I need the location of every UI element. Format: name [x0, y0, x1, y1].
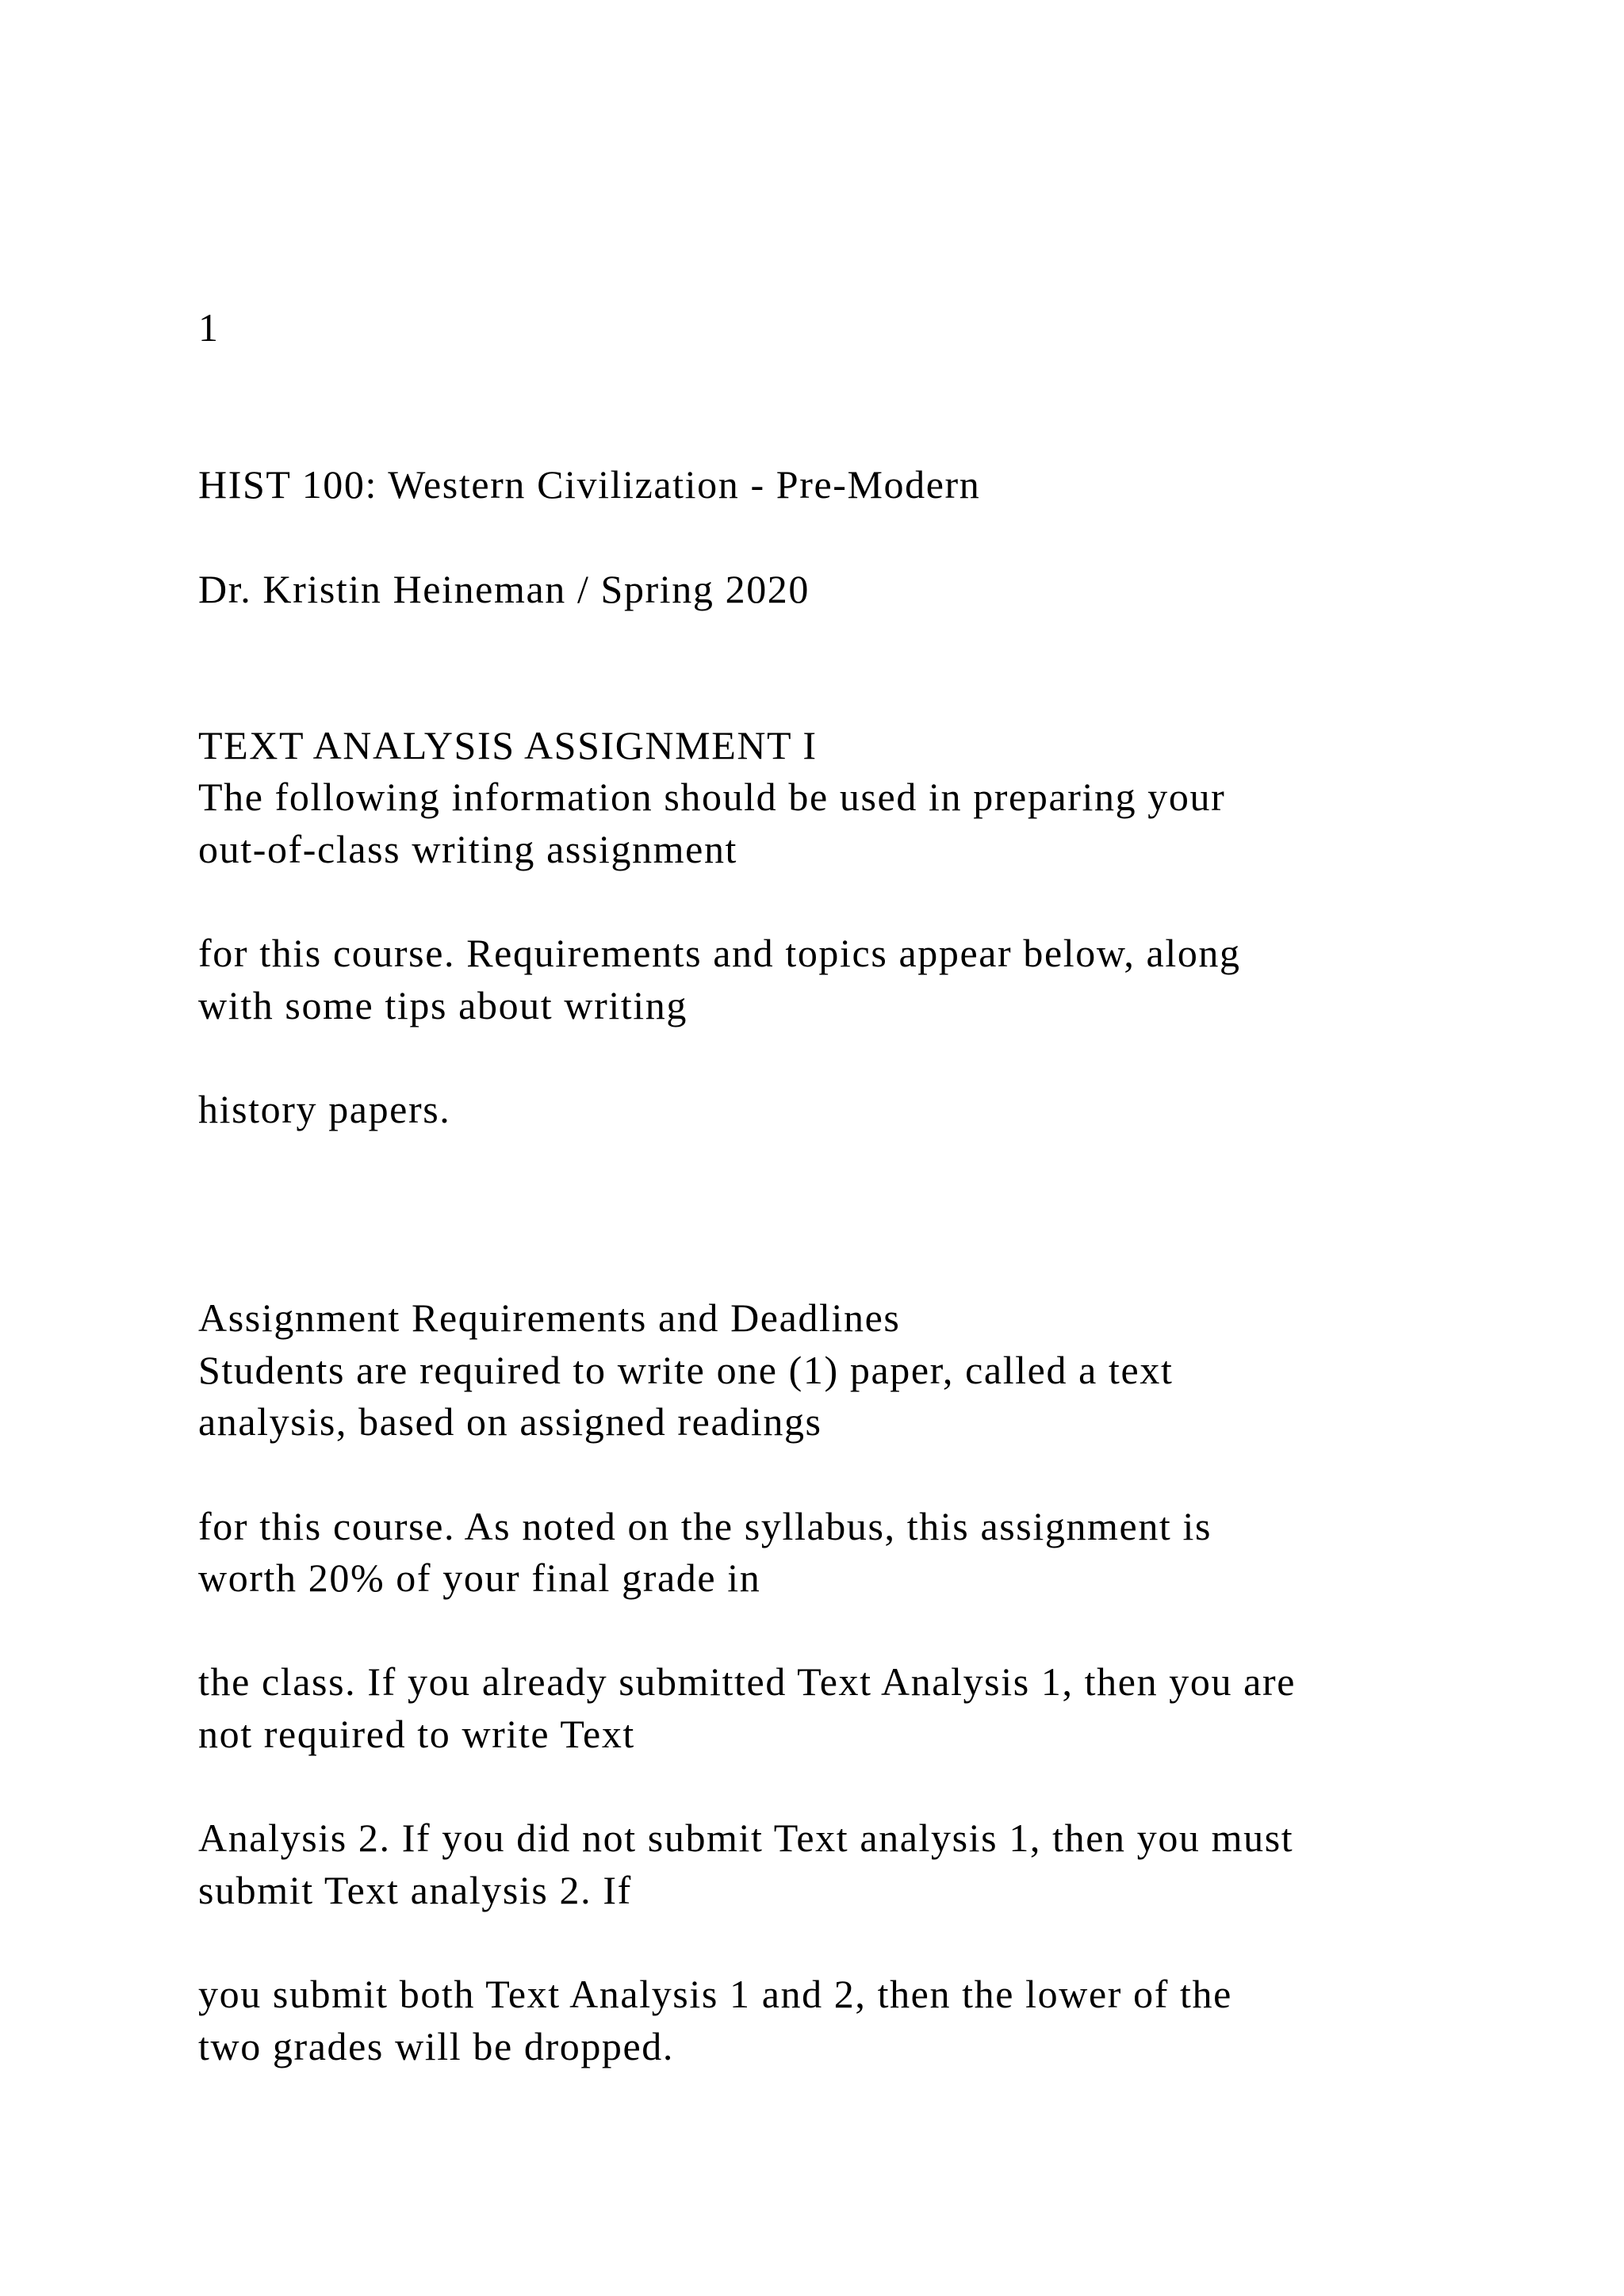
course-title: HIST 100: Western Civilization - Pre-Modern [198, 462, 981, 507]
page-number: 1 [198, 305, 220, 350]
requirements-line: Students are required to write one (1) paper, called a text [198, 1348, 1174, 1392]
intro-line: history papers. [198, 1087, 451, 1131]
intro-line: for this course. Requirements and topics appear below, along [198, 931, 1241, 975]
intro-line: with some tips about writing [198, 983, 688, 1027]
requirements-line: for this course. As noted on the syllabus, this assignment is [198, 1504, 1212, 1548]
requirements-line: two grades will be dropped. [198, 2024, 675, 2068]
requirements-line: analysis, based on assigned readings [198, 1399, 822, 1444]
instructor-term: Dr. Kristin Heineman / Spring 2020 [198, 567, 810, 611]
requirements-line: not required to write Text [198, 1712, 635, 1756]
requirements-line: you submit both Text Analysis 1 and 2, then the lower of the [198, 1972, 1232, 2016]
intro-line: out-of-class writing assignment [198, 827, 738, 871]
requirements-line: the class. If you already submitted Text Analysis 1, then you are [198, 1659, 1297, 1704]
intro-line: The following information should be used in preparing your [198, 775, 1226, 819]
section-heading: Assignment Requirements and Deadlines [198, 1295, 901, 1340]
requirements-line: Analysis 2. If you did not submit Text analysis 1, then you must [198, 1816, 1294, 1860]
requirements-line: submit Text analysis 2. If [198, 1868, 632, 1912]
requirements-line: worth 20% of your final grade in [198, 1556, 761, 1600]
assignment-title: TEXT ANALYSIS ASSIGNMENT I [198, 723, 818, 767]
